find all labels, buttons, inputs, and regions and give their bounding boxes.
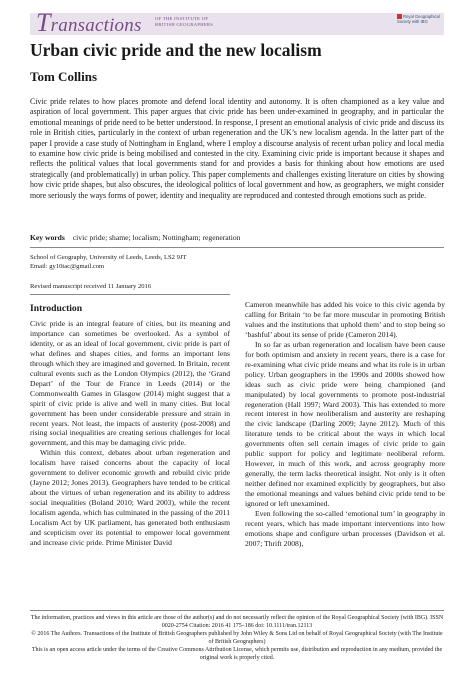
affiliation — [30, 253, 280, 271]
journal-logo-initial: T — [36, 8, 51, 37]
footer-disclaimer: The information, practices and views in this article are those of the author(s) and do not necessarily reflect the opinion of the Royal Geographical Society (with IBG). ISSN 0020-2754 Citation: 2016 41 175–186 doi: 10.1111/tran.12113 — [30, 615, 444, 629]
revised-date: Revised manuscript received 11 January 2016 — [30, 283, 152, 290]
affiliation-email: Email: gy10tac@gmail.com — [30, 263, 105, 270]
keywords — [30, 233, 240, 243]
paragraph: Cameron meanwhile has added his voice to this civic agenda by calling for Britain ‘to be far more muscular in promoting British values and the institutions that uphold them’ and to stop being so ‘bashful’ about its sense of pride (Cameron 2014). — [245, 300, 445, 339]
society-logo — [397, 14, 441, 34]
affiliation-address: School of Geography, University of Leeds, Leeds, LS2 9JT — [30, 254, 187, 261]
left-column — [30, 303, 230, 548]
divider — [30, 247, 444, 248]
paragraph: Even following the so-called ‘emotional turn’ in geography in recent years, which has made important interventions into how emotions shape and configure urban processes (Davidson et al. 2007; Thrift 2008), — [245, 509, 445, 548]
society-logo-text: Royal Geographical Society with IBG — [397, 14, 440, 25]
section-heading: Introduction — [30, 303, 83, 314]
paragraph: Within this context, debates about urban regeneration and localism have raised concerns about the capacity of local government to deliver economic growth and rebuild civic pride (Jayne 2012; Jones 2013). Geographers have tended to be critical about the virtues of urban regeneration and its ability to address social inequalities (Boland 2010; Ward 2003), while the recent localism agenda, which has culminated in the passing of the 2011 Localism Act by UK parliament, has generated both enthusiasm and scepticism over its potential to empower local government and increase civic pride. Prime Minister David — [30, 448, 230, 547]
divider — [30, 610, 444, 611]
journal-logo — [36, 8, 142, 37]
right-column — [245, 300, 445, 549]
footer-license: This is an open access article under the terms of the Creative Commons Attribution License, which permits use, distribution and reproduction in any medium, provided the original work is properly cited. — [31, 647, 443, 661]
article-author: Tom Collins — [30, 69, 98, 84]
journal-subtitle: OF THE INSTITUTE OF BRITISH GEOGRAPHERS — [155, 16, 214, 27]
divider — [30, 294, 230, 295]
abstract: Civic pride relates to how places promote and defend local identity and autonomy. It is often championed as a key value and aspiration of local government. This paper argues that civic pride has been under-examined in geography, and in particular the emotional meanings of pride need to be better understood. In response, I present an emotional analysis of civic pride and discuss its role in British cities, particularly in the context of urban regeneration and the UK’s new localism agenda. In the latter part of the paper I provide a case study of Nottingham in England, where I employ a discourse analysis of recent urban policy and local media to examine how civic pride is being mobilised and contested in the city. Examining civic pride is important because it shapes and reflects the political values that local governments stand for and provides a basis for thinking about how emotions are used strategically (and problematically) in urban policy. This paper complements and challenges existing literature on cities by showing how civic pride shapes, but also obscures, the ideological politics of local government and how, as geographers, we might consider more seriously the ways forms of power, identity and inequality are reproduced and contested through emotions such as pride. — [30, 97, 444, 200]
article-title: Urban civic pride and the new localism — [30, 40, 322, 60]
footer-notice — [30, 614, 444, 662]
journal-logo-rest: ransactions — [50, 15, 142, 36]
keywords-text: civic pride; shame; localism; Nottingham; regeneration — [72, 233, 241, 242]
paragraph: Civic pride is an integral feature of cities, but its meaning and importance can sometimes be overlooked. As a symbol of identity, or as an ideal of local government, civic pride is part of what defines and shapes cities, and forms an important lens through which they are imagined and governed. In Britain, recent cultural events such as the London Olympics (2012), the ‘Grand Depart’ of the Tour de France in Leeds (2014) or the Commonwealth Games in Glasgow (2014) might suggest that a spirit of civic pride is alive and well in many cities. But local government has been under considerable pressure and strain in recent years. Not least, the impacts of austerity (post-2008) and rising social inequalities are creating serious challenges for local government, and this may be damaging civic pride. — [30, 319, 230, 448]
paragraph: In so far as urban regeneration and localism have been cause for both optimism and anxiety in recent years, there is a case for re-examining what civic pride means and what its role is in urban policy. Urban geographers in the 1990s and 2000s showed how ideas such as civic pride were being championed (and manipulated) by local governments to promote post-industrial regeneration (Hall 1997; Ward 2003). This has extended to more recent interest in how neoliberalism and austerity are reshaping the civic landscape (Darling 2009; Jayne 2012). Much of this literature tends to be critical about the ways in which local governments often sell certain images of civic pride to gain public support for policy and legitimate neoliberal reform. However, in much of this work, and across geography more generally, the term lacks theoretical insight. Not only is it often neither defined nor examined explicitly by geographers, but also the emotional meanings and values behind civic pride tend to be ignored or left unexamined. — [245, 339, 445, 509]
footer-copyright: © 2016 The Authors. Transactions of the Institute of British Geographers published by John Wiley & Sons Ltd on behalf of Royal Geographical Society (with The Institute of British Geographers) — [31, 631, 443, 645]
keywords-label: Key words — [30, 233, 65, 242]
